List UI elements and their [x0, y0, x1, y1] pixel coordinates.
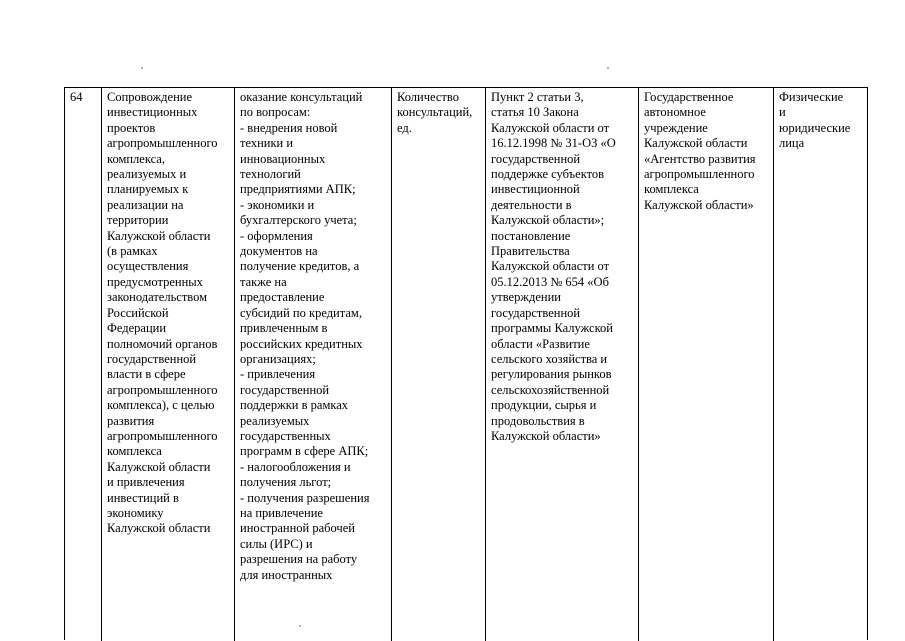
measurement-unit-cell: Количество консультаций, ед.: [392, 88, 486, 641]
recipients-cell: Физические и юридические лица: [779, 90, 851, 151]
legal-basis-cell: Пункт 2 статьи 3, статья 10 Закона Калужской области от 16.12.1998 № 31-ОЗ «О государственной поддержке субъектов инвестиционной деятельности в Калужской области»; постановление Правительства Калужской области от 05.12.2013 № 654 «Об утверждении государственной программы Калужской области «Развитие сельского хозяйства и регулирования рынков сельскохозяйственной продукции, сырья и продовольствия в Калужской области»: [486, 88, 639, 641]
service-content-cell: оказание консультаций по вопросам: - внедрения новой техники и инновационных технологий предприятиями АПК; - экономики и бухгалтерского учета; - оформления документов на получение кредитов, а также на предоставление субсидий по кредитам, привлеченным в российских кредитных организациях; - привлечения государственной поддержки в рамках реализуемых государственных программ в сфере АПК; - налогообложения и получения льгот; - получения разрешения на привлечение иностранной рабочей силы (ИРС) и разрешения на работу для иностранных: [235, 88, 392, 641]
provider-cell: Государственное автономное учреждение Калужской области «Агентство развития агропромышленного комплекса Калужской области»: [639, 88, 774, 641]
row-number-cell: 64: [65, 88, 102, 641]
table-row: [64, 87, 868, 640]
scan-speck: [607, 67, 609, 69]
service-name-cell: Сопровождение инвестиционных проектов агропромышленного комплекса, реализуемых и планируемых к реализации на территории Калужской области (в рамках осуществления предусмотренных законодательством Российской Федерации полномочий органов государственной власти в сфере агропромышленного комплекса), с целью развития агропромышленного комплекса Калужской области и привлечения инвестиций в экономику Калужской области: [102, 88, 235, 641]
scan-speck: [141, 67, 143, 69]
